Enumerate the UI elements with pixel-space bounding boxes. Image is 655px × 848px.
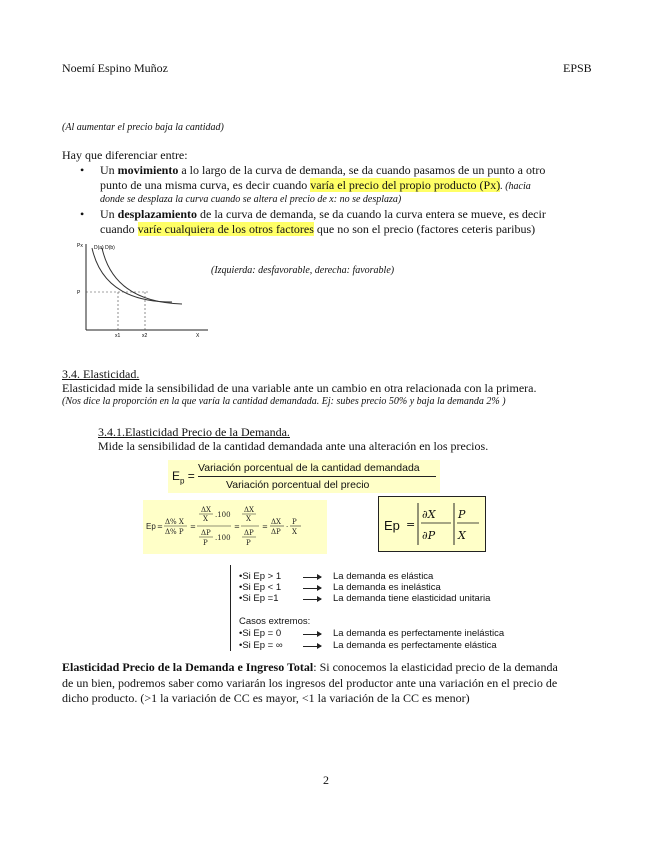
section-line1: Elasticidad mide la sensibilidad de una variable ante un cambio en otra relacionada con la primera. (62, 381, 537, 395)
svg-text:Δ% P: Δ% P (165, 528, 184, 536)
svg-text:X: X (203, 515, 208, 523)
svg-text:ΔX: ΔX (271, 518, 282, 526)
section-line2: (Nos dice la proporción en la que varía la cantidad demandada. Ej: subes precio 50% y baja la demanda 2% ) (62, 396, 506, 407)
svg-text:ΔP: ΔP (201, 529, 211, 537)
svg-text:P: P (458, 508, 466, 521)
right-arrow-icon (303, 588, 321, 589)
svg-text:ΔP: ΔP (244, 529, 254, 537)
case-result: La demanda es inelástica (333, 582, 441, 593)
svg-text:P: P (203, 539, 208, 547)
svg-text:Δ% X: Δ% X (165, 518, 184, 526)
right-arrow-icon (303, 577, 321, 578)
curve-labels: D(a) D(b) (94, 245, 115, 251)
formula-verbal-denominator: Variación porcentual del precio (226, 479, 370, 491)
right-arrow-icon (303, 634, 321, 635)
bullet-dot: • (80, 163, 85, 177)
bullet-movimiento-line2: punto de una misma curva, es decir cuando varía el precio del propio producto (Px). (hacia (100, 178, 531, 192)
x1-tick: x1 (115, 333, 121, 339)
demand-shift-graph (72, 240, 212, 340)
case-result: La demanda es perfectamente elástica (333, 640, 497, 651)
extremes-title: Casos extremos: (239, 616, 311, 627)
case-condition: •Si Ep < 1 (239, 582, 282, 593)
formula-expanded-lhs: Ep (146, 522, 156, 531)
header-school: EPSB (563, 61, 592, 75)
bullet-movimiento-line3: donde se desplaza la curva cuando se altera el precio de x: no se desplaza) (100, 194, 402, 205)
bullet-movimiento: Un movimiento a lo largo de la curva de demanda, se da cuando pasamos de un punto a otro (100, 163, 546, 177)
formula-derivative-lhs: Ep (384, 518, 400, 533)
formula-verbal-numerator: Variación porcentual de la cantidad demandada (198, 462, 420, 474)
closing-line3: dicho producto. (>1 la variación de CC es mayor, <1 la variación de la CC es menor) (62, 691, 470, 705)
svg-text:X: X (292, 528, 297, 536)
intro-note: (Al aumentar el precio baja la cantidad) (62, 122, 224, 133)
svg-text:=: = (406, 518, 416, 531)
subsection-line: Mide la sensibilidad de la cantidad demandada ante una alteración en los precios. (98, 439, 489, 453)
demand-curve-b (102, 248, 182, 304)
fraction-bar (198, 476, 436, 477)
svg-text:.100: .100 (215, 534, 231, 542)
svg-text:∂X: ∂X (422, 508, 436, 521)
svg-text:X: X (458, 529, 466, 542)
case-result: La demanda tiene elasticidad unitaria (333, 593, 491, 604)
svg-text:ΔX: ΔX (244, 506, 255, 514)
svg-text:P: P (292, 518, 297, 526)
svg-text:X: X (246, 515, 251, 523)
bullet-desplazamiento-line2: cuando varíe cualquiera de los otros factores que no son el precio (factores ceteris paribus) (100, 222, 536, 236)
svg-text:.100: .100 (215, 511, 231, 519)
case-result: La demanda es elástica (333, 571, 434, 582)
closing-line2: de un bien, podremos saber como variarán los ingresos del productor ante una variación en el precio de (62, 676, 558, 690)
x-axis-label: X (196, 333, 200, 339)
page-number: 2 (323, 773, 329, 787)
formula-verbal (168, 460, 440, 493)
case-condition: •Si Ep > 1 (239, 571, 282, 582)
svg-text:ΔX: ΔX (201, 506, 212, 514)
formula-derivative (378, 496, 486, 552)
right-arrow-icon (303, 646, 321, 647)
subsection-heading: 3.4.1.Elasticidad Precio de la Demanda. (98, 425, 290, 439)
svg-text:=: = (234, 523, 240, 531)
svg-text:ΔP: ΔP (271, 528, 281, 536)
case-condition: •Si Ep = ∞ (239, 640, 283, 651)
svg-text:P: P (246, 539, 251, 547)
section-heading: 3.4. Elasticidad. (62, 367, 140, 381)
formula-derivative-math (379, 497, 485, 551)
svg-text:=: = (157, 523, 163, 531)
header-author: Noemí Espino Muñoz (62, 61, 168, 75)
bullet-desplazamiento: Un desplazamiento de la curva de demanda, se da cuando la curva entera se mueve, es decir (100, 207, 546, 221)
graph-caption: (Izquierda: desfavorable, derecha: favorable) (211, 265, 395, 276)
y-axis-label: Px (77, 243, 83, 249)
case-condition: •Si Ep =1 (239, 593, 279, 604)
formula-expanded-math (143, 500, 327, 554)
svg-text:∂P: ∂P (422, 529, 436, 542)
diff-intro: Hay que diferenciar entre: (62, 148, 188, 162)
closing-line1: Elasticidad Precio de la Demanda e Ingreso Total: Si conocemos la elasticidad precio de la demanda (62, 660, 558, 674)
svg-text:=: = (262, 523, 268, 531)
case-result: La demanda es perfectamente inelástica (333, 628, 505, 639)
formula-expanded (143, 500, 327, 554)
formula-verbal-lhs: $E_p$ = (172, 469, 195, 486)
svg-text:=: = (190, 523, 196, 531)
case-condition: •Si Ep = 0 (239, 628, 282, 639)
price-tick: P (77, 290, 81, 296)
cases-bracket (230, 565, 235, 651)
right-arrow-icon (303, 599, 321, 600)
bullet-dot: • (80, 207, 85, 221)
svg-text:·: · (286, 523, 289, 531)
x2-tick: x2 (142, 333, 148, 339)
